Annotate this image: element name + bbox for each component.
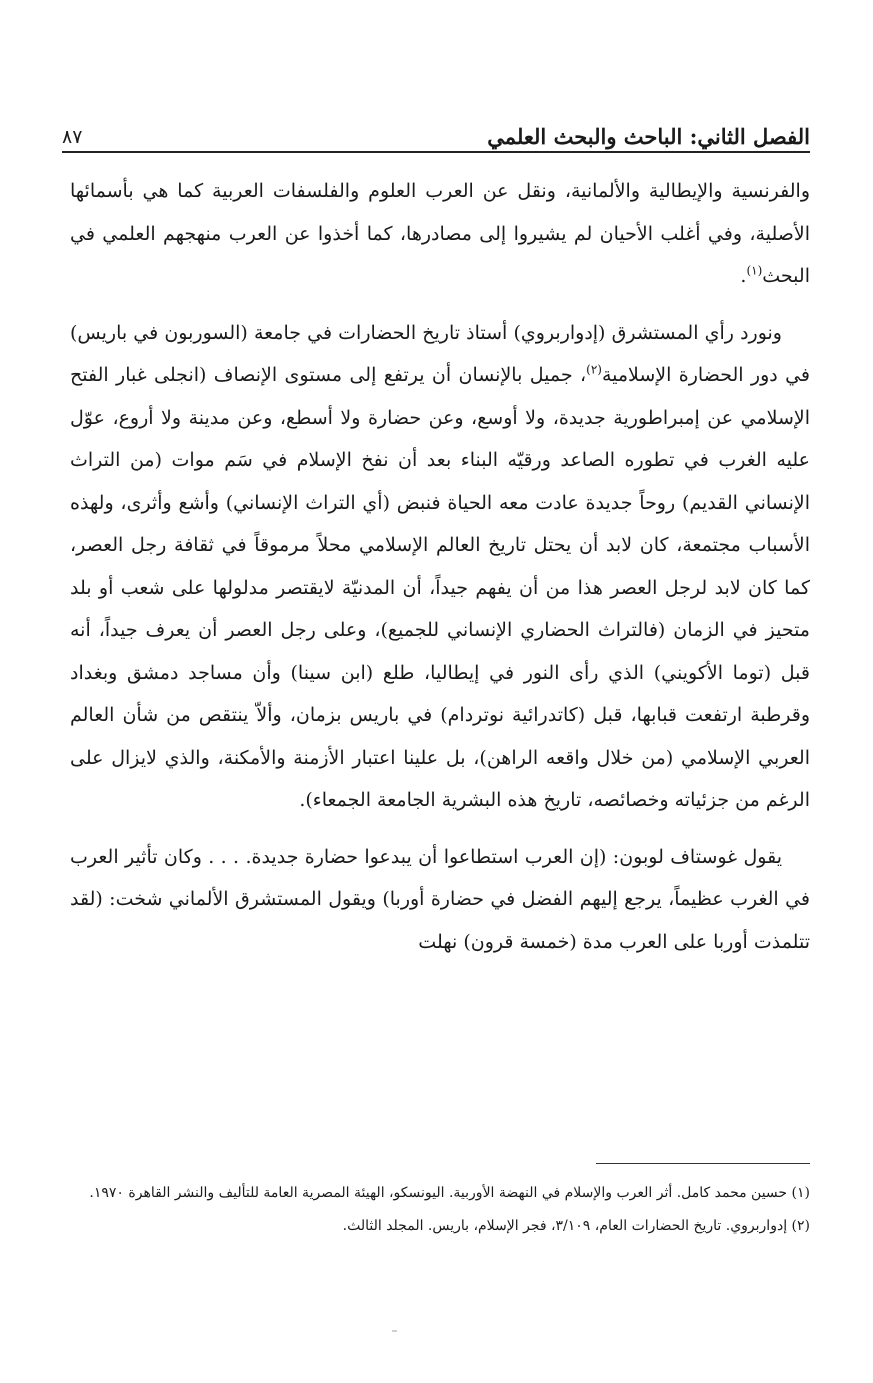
scan-speck [392,1330,397,1332]
footnote-1: (١) حسين محمد كامل. أثر العرب والإسلام في النهضة الأوربية. اليونسكو، الهيئة المصرية العامة للتأليف والنشر القاهرة ١٩٧٠. [89,1185,810,1201]
paragraph-2 [70,312,810,822]
footnote-ref-2: (٢) [586,362,602,377]
paragraph-3-text: يقول غوستاف لوبون: (إن العرب استطاعوا أن يبدعوا حضارة جديدة. . . . وكان تأثير العرب في الغرب عظيماً، يرجع إليهم الفضل في حضارة أوربا) ويقول المستشرق الألماني شخت: (لقد تتلمذت أوربا على العرب مدة (خمسة قرون) نهلت [70,845,810,953]
paragraph-1-text: والفرنسية والإيطالية والألمانية، ونقل عن العرب العلوم والفلسفات العربية كما هي بأسمائها الأصلية، وفي أغلب الأحيان لم يشيروا إلى مصادرها، كما أخذوا عن العرب منهجهم العلمي في البحث [70,180,810,287]
paragraph-2-text: ونورد رأي المستشرق (إدواربروي) أستاذ تاريخ الحضارات في جامعة (السوربون في باريس) في دور الحضارة الإسلامية [70,321,810,386]
paragraph-1 [70,170,810,298]
header-rule [62,151,810,153]
footnote-rule [596,1163,810,1164]
footnote-2: (٢) إدواربروي. تاريخ الحضارات العام، ٣/١٠٩، فجر الإسلام، باريس. المجلد الثالث. [342,1218,810,1234]
body-text [70,170,810,963]
footnotes [70,1180,810,1246]
paragraph-2-end: ، جميل بالإنسان أن يرتفع إلى مستوى الإنصاف (انجلى غبار الفتح الإسلامي عن إمبراطورية جديدة، ولا أوسع، وعن حضارة ولا أسطع، وعن مدينة ولا أروع، عوّل عليه الغرب في تطوره الصاعد ورقيّه البناء بعد أن نفخ الإسلام في سَم موات (من التراث الإنساني القديم) روحاً جديدة عادت معه الحياة فنبض (أي التراث الإنساني) وأشع وأثرى، ولهذه الأسباب مجتمعة، كان لابد أن يحتل تاريخ العالم الإسلامي محلاً مرموقاً في ثقافة رجل العصر، كما كان لابد لرجل العصر هذا من أن يفهم جيداً، أن المدنيّة لايقتصر مدلولها على شعب أو بلد متحيز في الزمان (فالتراث الحضاري الإنساني للجميع)، وعلى رجل العصر أن يعرف جيداً، أنه قبل (توما الأكويني) الذي رأى النور في إيطاليا، طلع (ابن سينا) وأن مساجد دمشق وبغداد وقرطبة ارتفعت قبابها، قبل (كاتدرائية نوتردام) في باريس بزمان، وألاّ ينتقص من شأن العالم العربي الإسلامي (من خلال واقعه الراهن)، بل علينا اعتبار الأزمنة والأمكنة، والذي لايزال على الرغم من جزئياته وخصائصه، تاريخ هذه البشرية الجامعة الجمعاء). [70,364,810,811]
paragraph-3 [70,836,810,964]
chapter-title: الفصل الثاني: الباحث والبحث العلمي [487,123,810,149]
footnote-ref-1: (١) [746,263,763,278]
paragraph-1-end: . [740,265,747,287]
page-number: ٨٧ [62,126,83,149]
running-head [62,108,810,150]
